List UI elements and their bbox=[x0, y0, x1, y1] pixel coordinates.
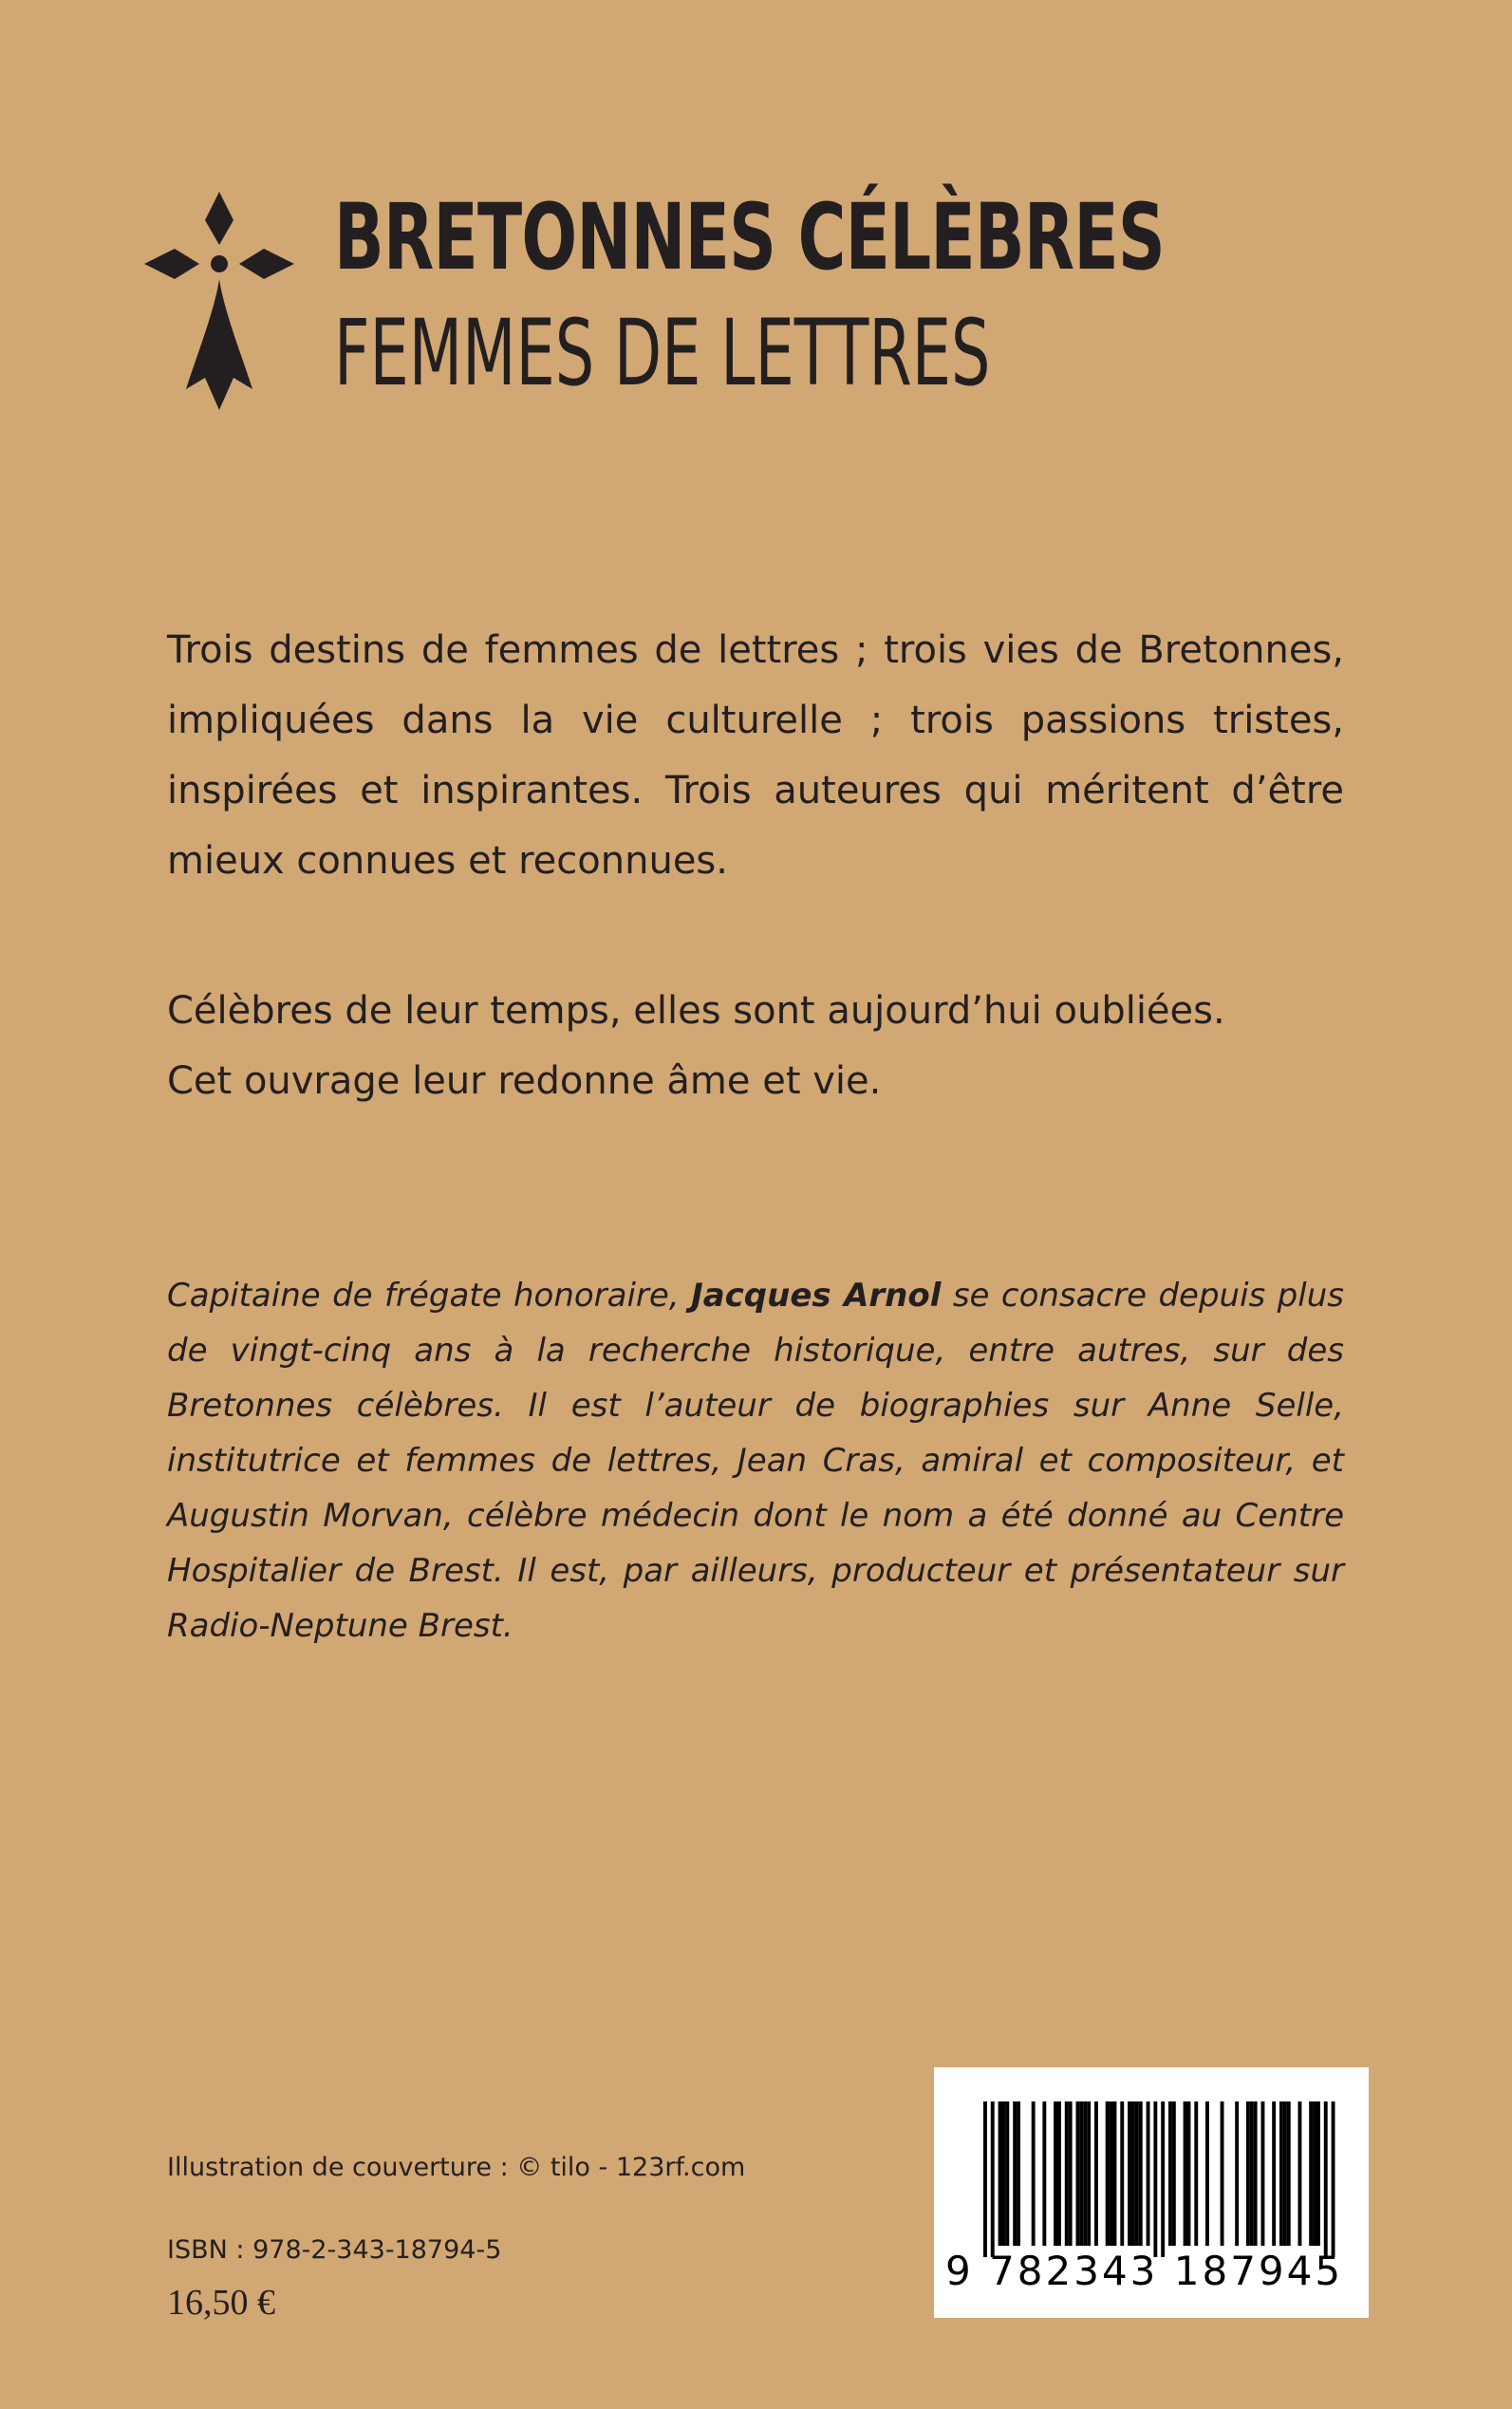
barcode-bar bbox=[1187, 2101, 1191, 2246]
barcode-bar bbox=[1172, 2101, 1176, 2246]
barcode-bar bbox=[1261, 2101, 1265, 2246]
barcode-bar bbox=[1017, 2101, 1020, 2246]
barcode-bar bbox=[1250, 2101, 1254, 2246]
barcode-bar bbox=[1087, 2101, 1091, 2246]
barcode-bar bbox=[1184, 2101, 1187, 2246]
blurb-paragraph-2 bbox=[167, 976, 1344, 1116]
barcode-bar bbox=[1083, 2101, 1087, 2246]
blurb-paragraph-1: Trois destins de femmes de lettres ; trois vies de Bretonnes, impliquées dans la vie culturelle ; trois passions tristes, inspirées et inspirantes. Trois auteures qui méritent d’être mieux connues et reconnues. bbox=[167, 628, 1344, 883]
barcode-bar bbox=[1128, 2101, 1131, 2246]
barcode-bar bbox=[1042, 2101, 1046, 2246]
blurb-paragraph-2-line-2: Cet ouvrage leur redonne âme et vie. bbox=[167, 1059, 882, 1103]
barcode-bar bbox=[1168, 2101, 1172, 2246]
author-name: Jacques Arnol bbox=[691, 1277, 942, 1315]
barcode-bar bbox=[1298, 2101, 1302, 2246]
barcode-bar bbox=[1057, 2101, 1061, 2246]
barcode-bar bbox=[999, 2101, 1002, 2246]
barcode-bar bbox=[1135, 2101, 1139, 2246]
isbn: ISBN : 978-2-343-18794-5 bbox=[167, 2235, 502, 2265]
illustration-credit: Illustration de couverture : © tilo - 123rf.com bbox=[167, 2153, 746, 2182]
barcode-bar bbox=[1205, 2101, 1209, 2246]
barcode-bar bbox=[1147, 2101, 1150, 2246]
barcode-bar bbox=[1221, 2101, 1224, 2246]
barcode-bar bbox=[1113, 2101, 1117, 2246]
book-title: BRETONNES CÉLÈBRES bbox=[334, 184, 1165, 290]
barcode-bar bbox=[1313, 2101, 1316, 2246]
barcode-bar bbox=[1002, 2101, 1006, 2246]
barcode-guard-bar bbox=[991, 2101, 995, 2257]
barcode-bar bbox=[1309, 2101, 1313, 2246]
barcode-bar bbox=[1139, 2101, 1143, 2246]
barcode-bar bbox=[1235, 2101, 1239, 2246]
barcode-bar bbox=[1283, 2101, 1287, 2246]
barcode-bar bbox=[1106, 2101, 1110, 2246]
barcode-bar bbox=[1316, 2101, 1320, 2246]
barcode-bar bbox=[1079, 2101, 1083, 2246]
barcode-bar bbox=[1131, 2101, 1135, 2246]
barcode-bar bbox=[1272, 2101, 1276, 2246]
barcode-guard-bar bbox=[1161, 2101, 1165, 2257]
blurb-paragraph-2-line-1: Célèbres de leur temps, elles sont aujourd’hui oubliées. bbox=[167, 989, 1225, 1033]
barcode-bar bbox=[1120, 2101, 1124, 2246]
barcode-bar bbox=[1032, 2101, 1036, 2246]
book-subtitle: FEMMES DE LETTRES bbox=[334, 300, 991, 406]
price: 16,50 € bbox=[167, 2283, 275, 2323]
barcode-bar bbox=[1054, 2101, 1057, 2246]
barcode-guard-bar bbox=[1324, 2101, 1328, 2257]
barcode-bar bbox=[1287, 2101, 1291, 2246]
barcode-digits: 9 782343 187945 bbox=[945, 2248, 1344, 2294]
barcode-bar bbox=[1076, 2101, 1080, 2246]
barcode-bar bbox=[1065, 2101, 1069, 2246]
barcode-bar bbox=[1013, 2101, 1017, 2246]
barcode-bar bbox=[1194, 2101, 1198, 2246]
ermine-spot-icon bbox=[142, 188, 296, 412]
barcode-bar bbox=[1005, 2101, 1009, 2246]
barcode-guard-bar bbox=[1332, 2101, 1335, 2257]
barcode-bar bbox=[1094, 2101, 1098, 2246]
barcode bbox=[934, 2067, 1369, 2318]
barcode-bar bbox=[1069, 2101, 1073, 2246]
barcode-bar bbox=[1279, 2101, 1283, 2246]
barcode-bar bbox=[1110, 2101, 1113, 2246]
barcode-bar bbox=[1254, 2101, 1258, 2246]
barcode-bar bbox=[1246, 2101, 1250, 2246]
barcode-guard-bar bbox=[1153, 2101, 1157, 2257]
barcode-bars bbox=[934, 2067, 1369, 2257]
author-bio bbox=[167, 1268, 1344, 1653]
barcode-guard-bar bbox=[983, 2101, 987, 2257]
author-bio-intro: Capitaine de frégate honoraire, bbox=[167, 1277, 692, 1315]
author-bio-text: se consacre depuis plus de vingt-cinq ans à la recherche historique, entre autres, sur des Bretonnes célèbres. Il est l’auteur de biographies sur Anne Selle, institutrice et femmes de lettres, Jean Cras, amiral et compositeur, et Augustin Morvan, célèbre médecin dont le nom a été donné au Centre Hospitalier de Brest. Il est, par ailleurs, producteur et présentateur sur Radio-Neptune Brest. bbox=[167, 1277, 1344, 1645]
